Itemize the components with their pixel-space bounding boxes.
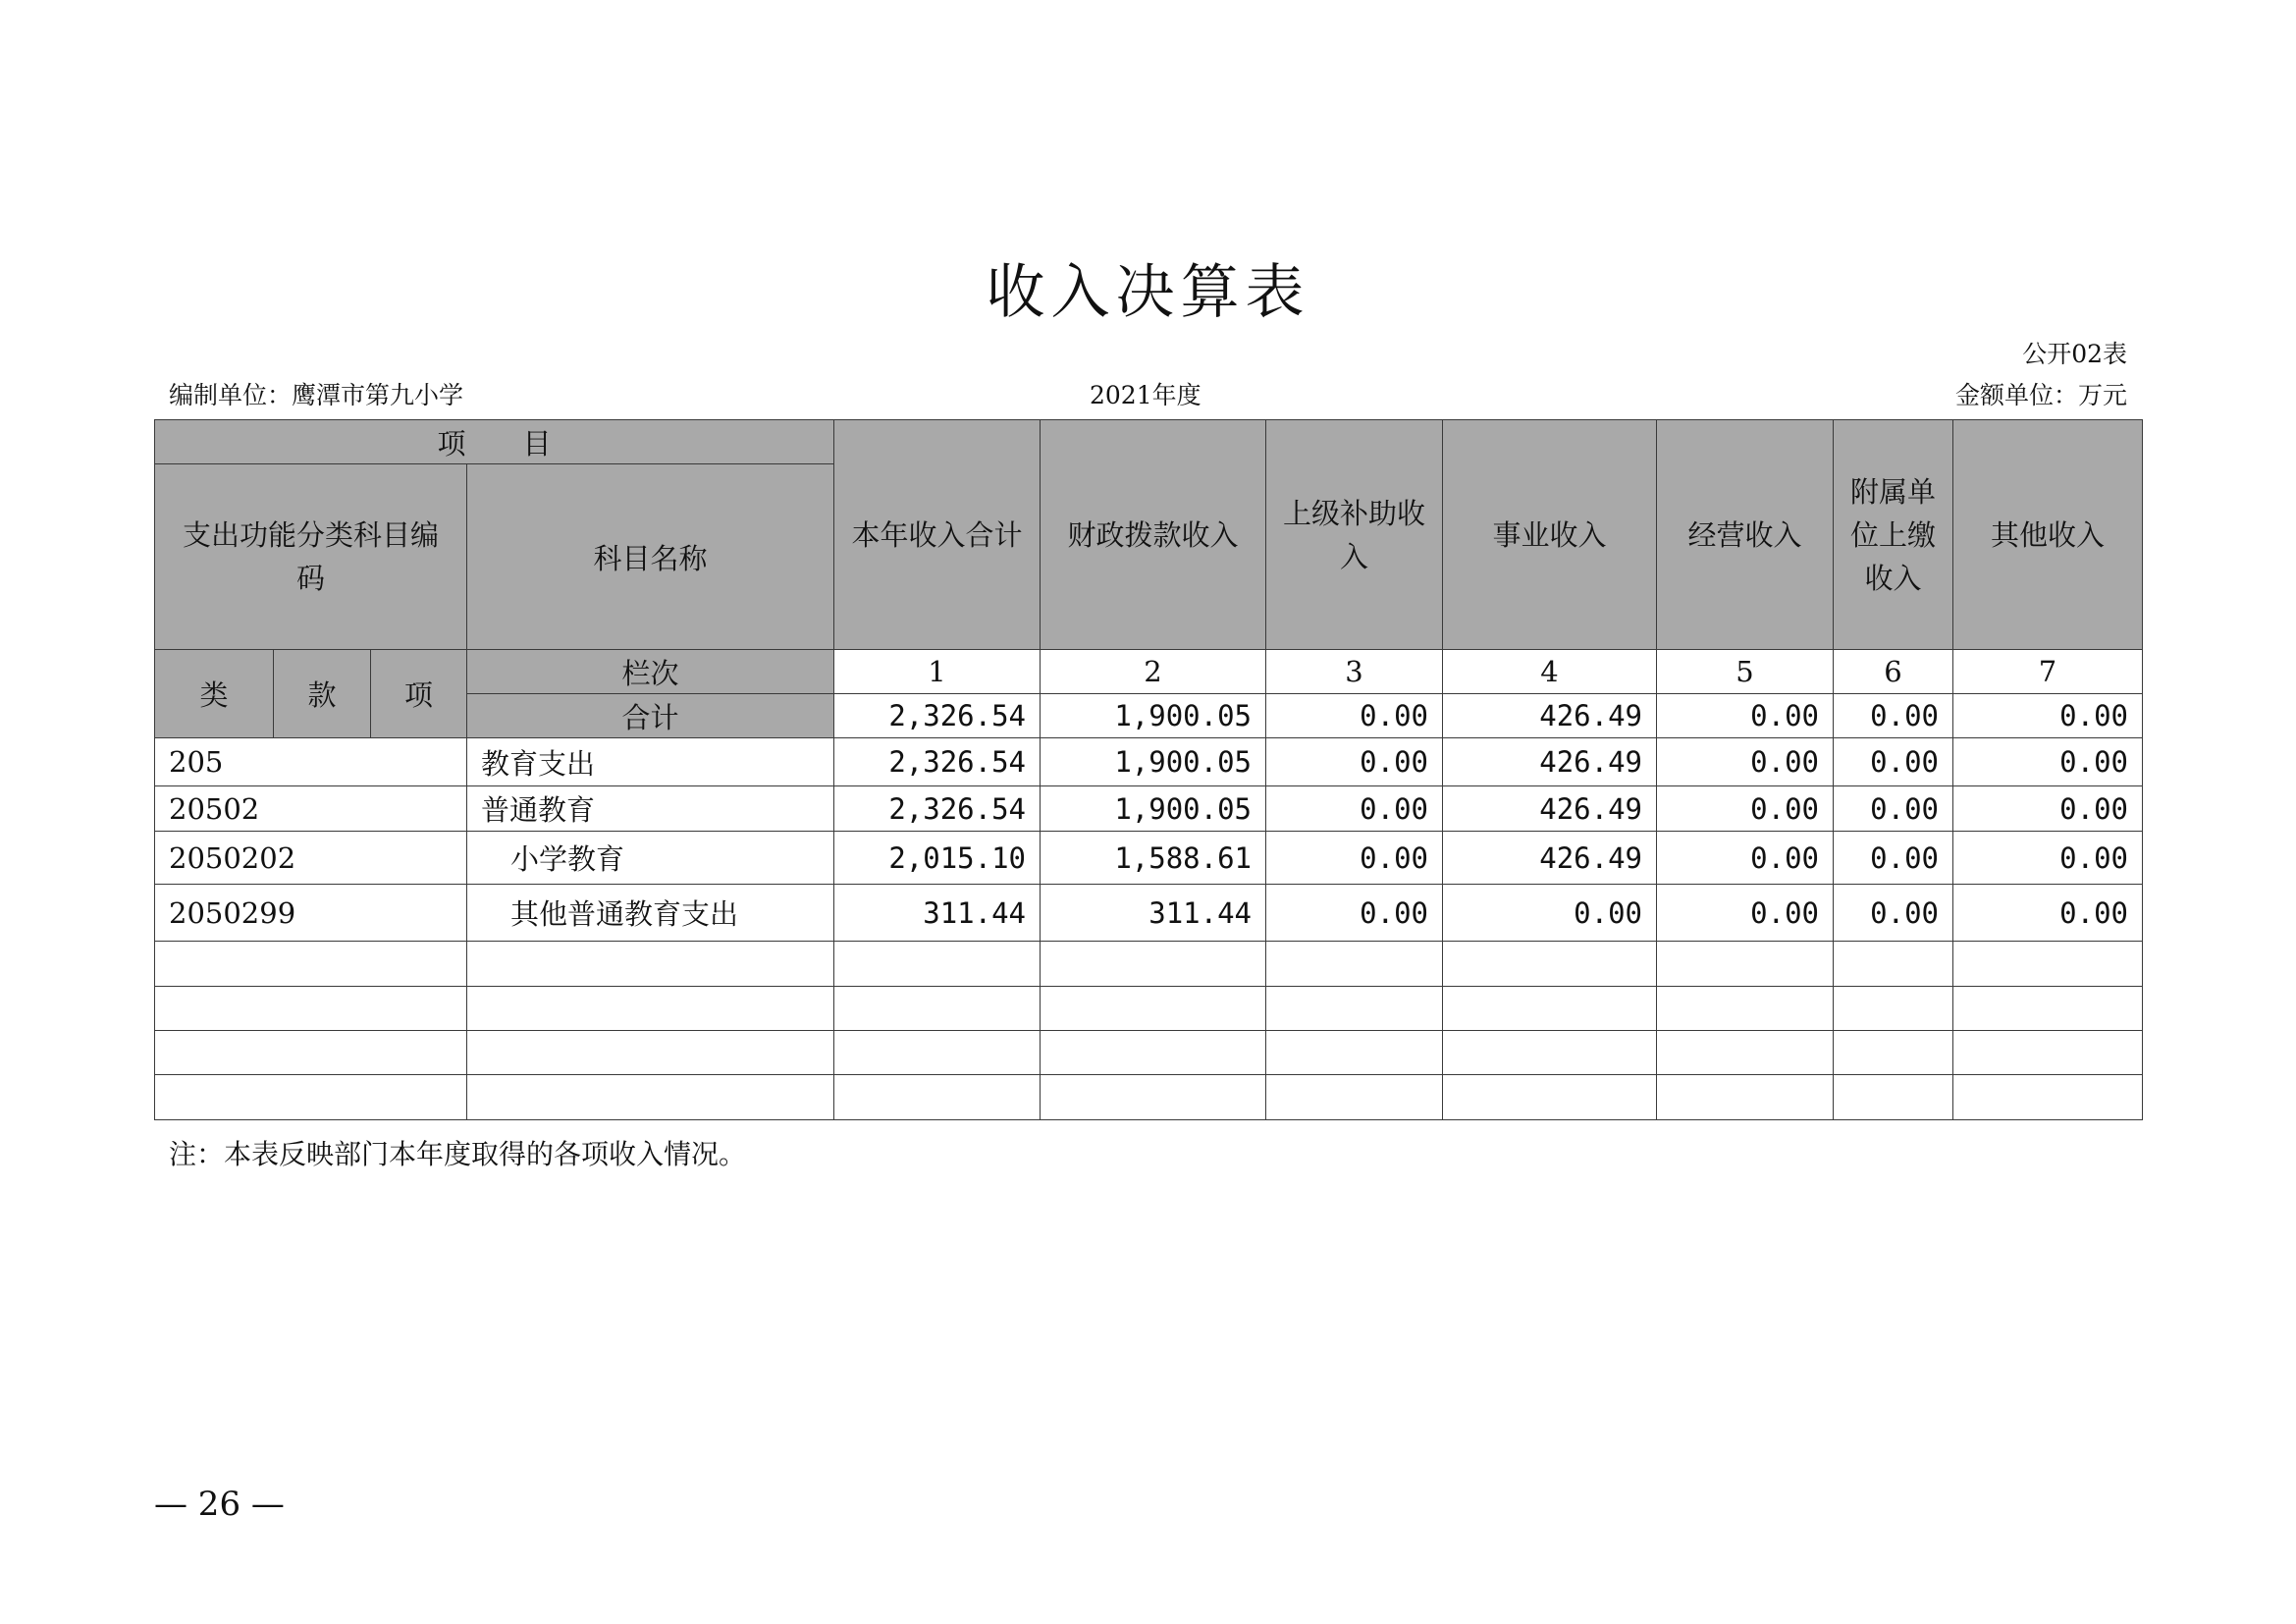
amount-cell: 2,326.54 [834, 738, 1041, 786]
header-col-4: 事业收入 [1443, 420, 1657, 650]
col-number: 7 [1953, 650, 2143, 694]
col-number: 3 [1266, 650, 1443, 694]
total-cell: 2,326.54 [834, 694, 1041, 738]
subject-code: 205 [155, 738, 467, 786]
compiling-unit: 编制单位：鹰潭市第九小学 [169, 381, 464, 409]
amount-cell: 0.00 [1266, 786, 1443, 832]
col-number: 5 [1657, 650, 1834, 694]
income-table [154, 419, 2143, 1120]
col-number: 1 [834, 650, 1041, 694]
subject-name: 其他普通教育支出 [467, 885, 834, 942]
total-cell: 0.00 [1834, 694, 1953, 738]
subject-name: 小学教育 [467, 832, 834, 885]
empty-row [155, 987, 2143, 1031]
header-kuan: 款 [274, 650, 371, 738]
header-col-5: 经营收入 [1657, 420, 1834, 650]
amount-cell: 1,588.61 [1041, 832, 1266, 885]
money-unit: 金额单位：万元 [1954, 381, 2127, 409]
amount-cell: 426.49 [1443, 786, 1657, 832]
header-lei: 类 [155, 650, 274, 738]
subject-name: 教育支出 [467, 738, 834, 786]
header-col-7: 其他收入 [1953, 420, 2143, 650]
header-item: 项 目 [155, 420, 834, 464]
amount-cell: 426.49 [1443, 738, 1657, 786]
amount-cell: 0.00 [1953, 885, 2143, 942]
header-col-2: 财政拨款收入 [1041, 420, 1266, 650]
amount-cell: 0.00 [1953, 738, 2143, 786]
amount-cell: 0.00 [1657, 786, 1834, 832]
amount-cell: 0.00 [1657, 885, 1834, 942]
amount-cell: 426.49 [1443, 832, 1657, 885]
total-cell: 426.49 [1443, 694, 1657, 738]
amount-cell: 0.00 [1657, 832, 1834, 885]
amount-cell: 1,900.05 [1041, 786, 1266, 832]
table-row [155, 786, 2143, 832]
amount-cell: 0.00 [1266, 832, 1443, 885]
header-xiang: 项 [371, 650, 467, 738]
total-cell: 1,900.05 [1041, 694, 1266, 738]
empty-row [155, 1075, 2143, 1120]
total-cell: 0.00 [1266, 694, 1443, 738]
empty-row [155, 942, 2143, 987]
header-code-group: 支出功能分类科目编码 [155, 464, 467, 650]
amount-cell: 0.00 [1953, 786, 2143, 832]
subject-code: 2050299 [155, 885, 467, 942]
amount-cell: 0.00 [1953, 832, 2143, 885]
subject-name: 普通教育 [467, 786, 834, 832]
fiscal-year: 2021年度 [1090, 381, 1201, 409]
amount-cell: 0.00 [1443, 885, 1657, 942]
amount-cell: 0.00 [1266, 885, 1443, 942]
subject-code: 2050202 [155, 832, 467, 885]
amount-cell: 0.00 [1834, 738, 1953, 786]
total-cell: 0.00 [1657, 694, 1834, 738]
header-col-3: 上级补助收入 [1266, 420, 1443, 650]
header-col-1: 本年收入合计 [834, 420, 1041, 650]
amount-cell: 311.44 [1041, 885, 1266, 942]
amount-cell: 0.00 [1657, 738, 1834, 786]
amount-cell: 0.00 [1834, 832, 1953, 885]
empty-row [155, 1031, 2143, 1075]
table-note: 注：本表反映部门本年度取得的各项收入情况。 [169, 1138, 747, 1170]
header-lanci: 栏次 [467, 650, 834, 694]
amount-cell: 1,900.05 [1041, 738, 1266, 786]
col-number: 6 [1834, 650, 1953, 694]
table-row [155, 738, 2143, 786]
total-label: 合计 [467, 694, 834, 738]
header-name: 科目名称 [467, 464, 834, 650]
table-row [155, 885, 2143, 942]
subject-code: 20502 [155, 786, 467, 832]
amount-cell: 2,015.10 [834, 832, 1041, 885]
page-title: 收入决算表 [986, 258, 1310, 327]
col-number: 4 [1443, 650, 1657, 694]
amount-cell: 2,326.54 [834, 786, 1041, 832]
amount-cell: 0.00 [1266, 738, 1443, 786]
amount-cell: 0.00 [1834, 885, 1953, 942]
col-number: 2 [1041, 650, 1266, 694]
page-number: — 26 — [154, 1485, 285, 1524]
total-cell: 0.00 [1953, 694, 2143, 738]
amount-cell: 0.00 [1834, 786, 1953, 832]
form-number: 公开02表 [2022, 340, 2127, 368]
table-row [155, 832, 2143, 885]
header-col-6: 附属单位上缴收入 [1834, 420, 1953, 650]
amount-cell: 311.44 [834, 885, 1041, 942]
